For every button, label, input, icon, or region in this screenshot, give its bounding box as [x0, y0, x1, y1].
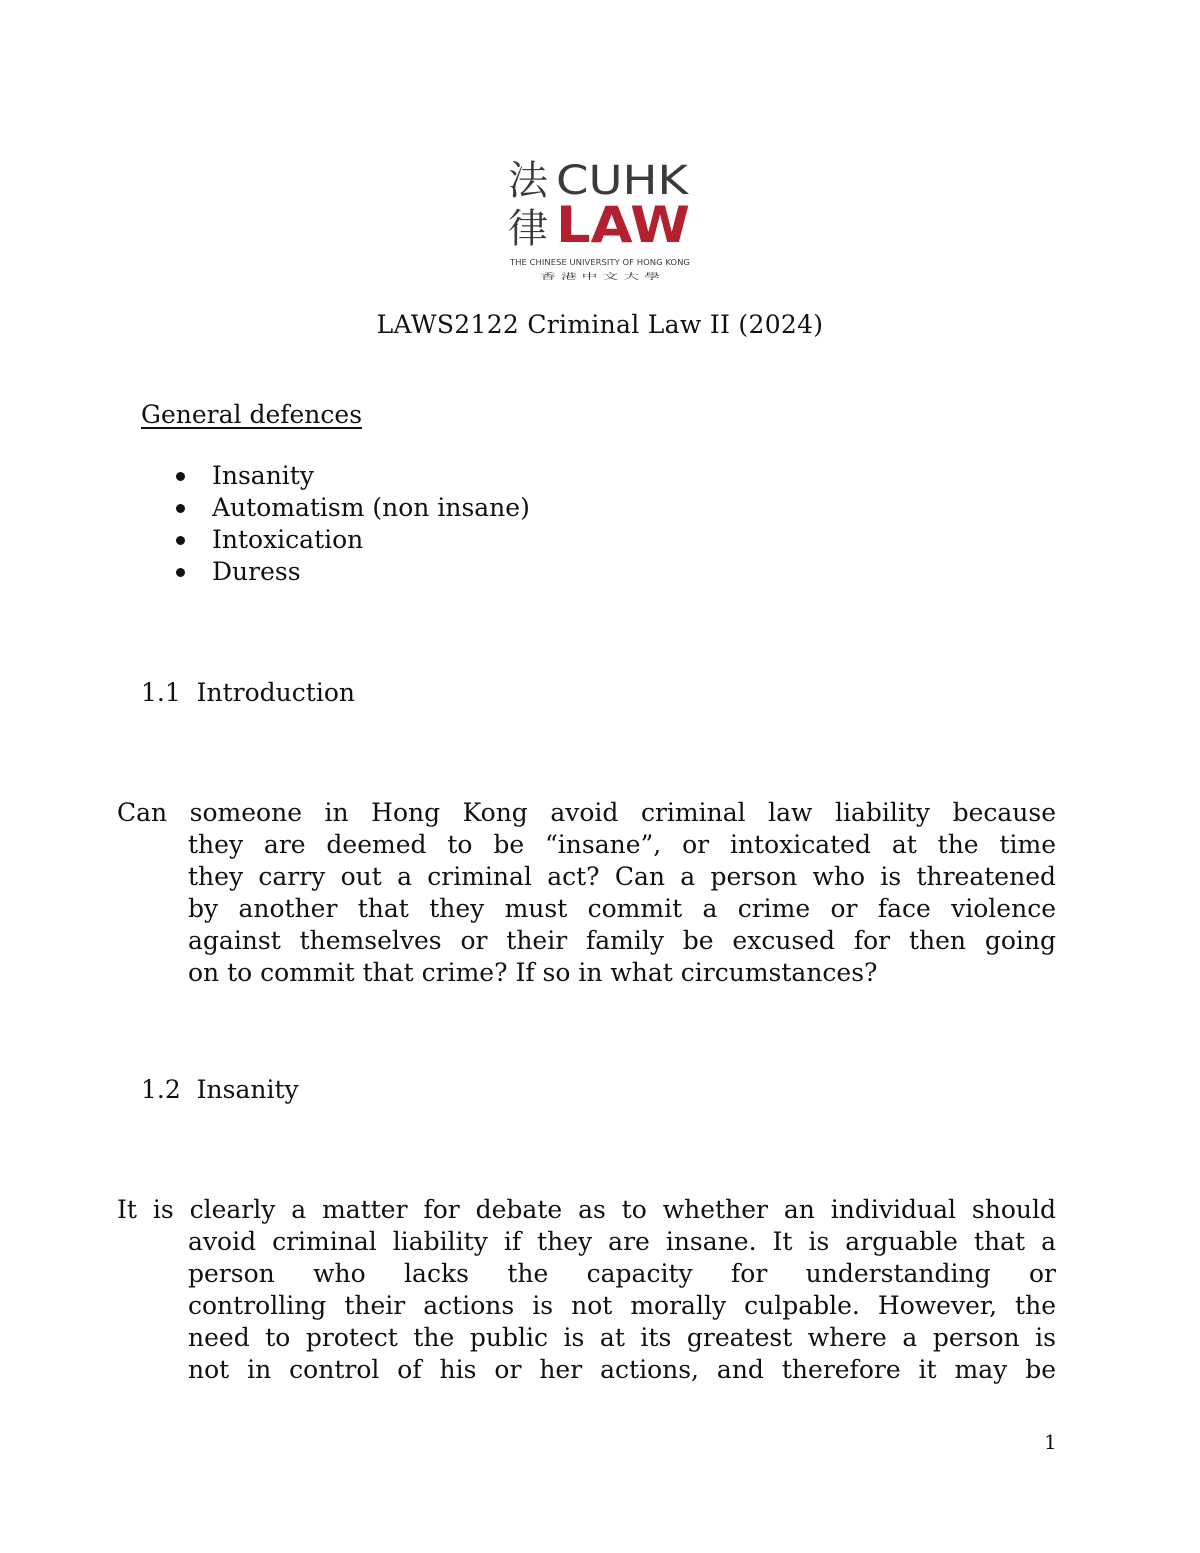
list-item-label: Insanity: [212, 461, 314, 490]
paragraph-line: they carry out a criminal act? Can a person who is threatened: [188, 862, 1056, 891]
page-number: 1: [1044, 1430, 1057, 1454]
paragraph-line: by another that they must commit a crime or face violence: [188, 894, 1056, 923]
logo-chinese-glyph: 律: [508, 206, 548, 252]
list-item: [170, 492, 530, 524]
list-item: [170, 460, 530, 492]
bullet-dot-icon: [176, 568, 185, 577]
logo-name-bottom: LAW: [556, 196, 690, 254]
paragraph-line: need to protect the public is at its greatest where a person is: [188, 1323, 1056, 1352]
bullet-dot-icon: [176, 536, 185, 545]
insanity-paragraph: [117, 1194, 1056, 1386]
cuhk-law-logo: [500, 152, 700, 287]
bullet-dot-icon: [176, 472, 185, 481]
logo-tagline: THE CHINESE UNIVERSITY OF HONG KONG: [508, 258, 690, 267]
paragraph-line: against themselves or their family be excused for then going: [188, 926, 1056, 955]
document-title: LAWS2122 Criminal Law II (2024): [376, 310, 824, 339]
paragraph-line: they are deemed to be “insane”, or intoxicated at the time: [188, 830, 1056, 859]
insanity-heading: 1.2 Insanity: [141, 1075, 299, 1104]
paragraph-line: controlling their actions is not morally culpable. However, the: [188, 1291, 1056, 1320]
paragraph-line: avoid criminal liability if they are insane. It is arguable that a: [188, 1227, 1056, 1256]
list-item: [170, 524, 530, 556]
logo-chinese-glyph-1: [508, 158, 549, 252]
section-heading: General defences: [141, 400, 363, 429]
list-item: [170, 556, 530, 588]
list-item-label: Automatism (non insane): [212, 493, 530, 522]
introduction-heading: 1.1 Introduction: [141, 678, 355, 707]
paragraph-line: not in control of his or her actions, and therefore it may be: [188, 1355, 1056, 1384]
bullet-dot-icon: [176, 504, 185, 513]
paragraph-line: Can someone in Hong Kong avoid criminal law liability because: [117, 798, 1056, 827]
paragraph-line: person who lacks the capacity for understanding or: [188, 1259, 1056, 1288]
paragraph-line: It is clearly a matter for debate as to whether an individual should: [117, 1195, 1056, 1224]
logo-chinese-tagline: 香 港 中 文 大 學: [540, 272, 601, 281]
logo-chinese-glyph: 法: [508, 158, 548, 204]
logo-name-top: CUHK: [556, 158, 691, 204]
paragraph-line: on to commit that crime? If so in what circumstances?: [188, 958, 878, 987]
introduction-paragraph: [117, 797, 1056, 989]
list-item-label: Intoxication: [212, 525, 364, 554]
list-item-label: Duress: [212, 557, 301, 586]
defences-list: [170, 460, 530, 588]
